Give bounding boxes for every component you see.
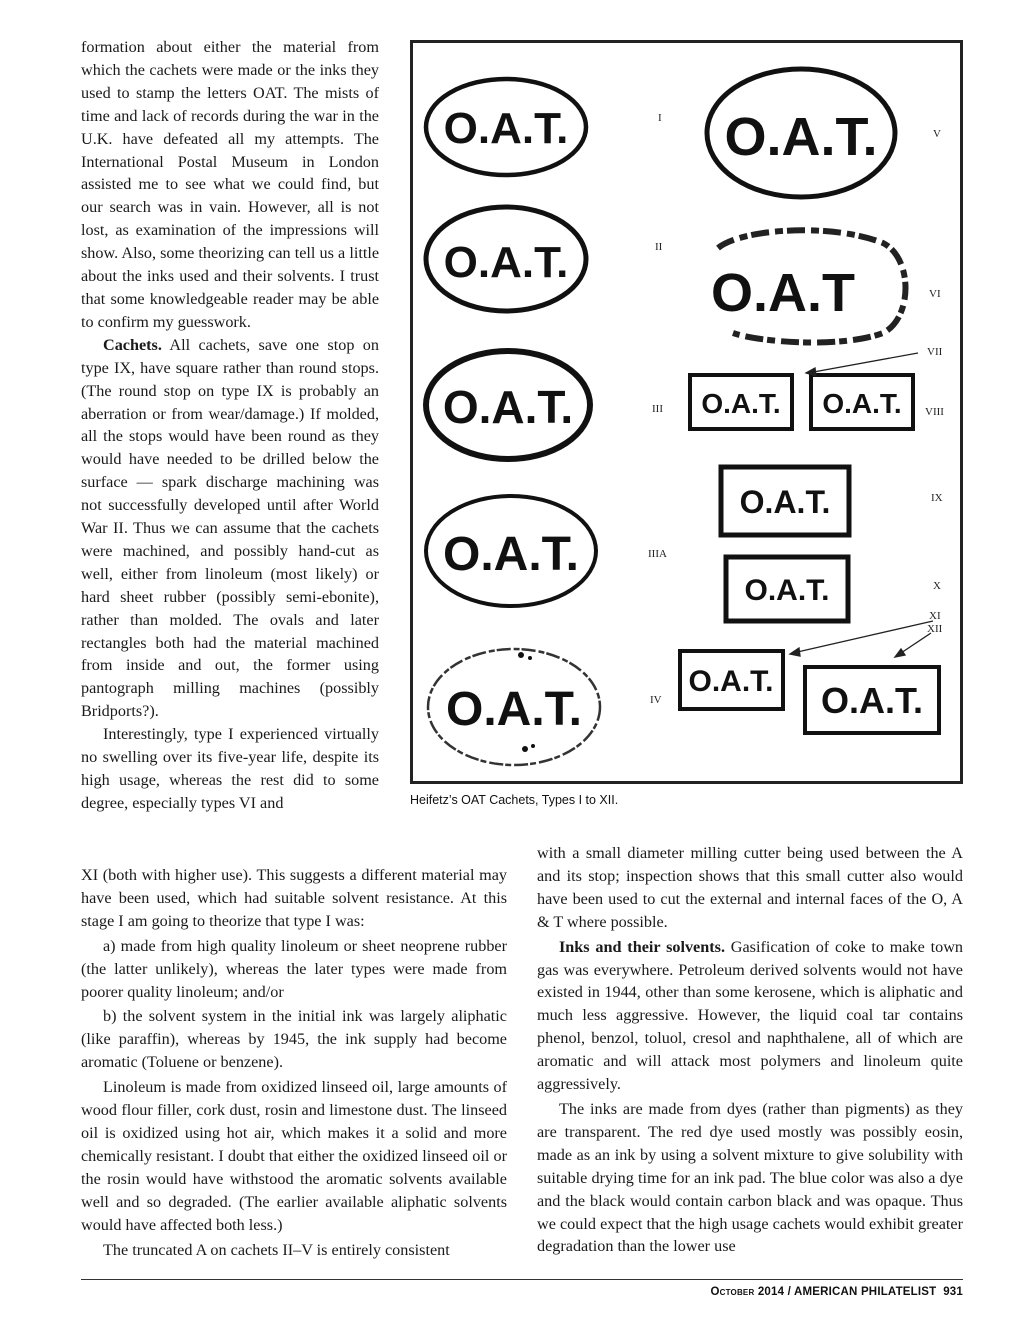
paragraph-inks <box>537 936 963 1096</box>
type-label-xii: XII <box>927 623 943 635</box>
paragraph: The inks are made from dyes (rather than pigments) as they are transparent. The red dye used mostly was possibly eosin, made as an ink by using a solvent mixture to give solubility with suitable drying time for an ink pad. The blue color was also a dye and the black would contain carbon black and was opaque. Thus we could expect that the high usage cachets would exhibit greater degradation than the lower use <box>537 1099 963 1256</box>
paragraph: The truncated A on cachets II–V is entirely consistent <box>103 1240 450 1259</box>
cachet-type-xii <box>805 667 939 733</box>
cachet-type-ii <box>426 207 586 311</box>
paragraph: Interestingly, type I experienced virtually no swelling over its five-year life, despite its high usage, whereas the rest did to some degree, especially types VI and <box>81 725 379 812</box>
footer-publication: 2014 / AMERICAN PHILATELIST <box>754 1286 937 1298</box>
cachet-illustration <box>413 43 960 781</box>
cachet-type-xi <box>680 651 783 709</box>
cachet-type-x <box>726 557 848 621</box>
paragraph: with a small diameter milling cutter being used between the A and its stop; inspection shows that this small cutter also would have been used to cut the external and internal faces of the O, A & T where possible. <box>537 844 963 931</box>
footer-rule <box>81 1279 963 1280</box>
right-column <box>537 842 963 1258</box>
type-label-iii: III <box>652 403 663 415</box>
paragraph: formation about either the material from which the cachets were made or the inks they used to stamp the letters OAT. The mists of time and lack of records during the war in the U.K. have defeated all my attempts. The International Postal Museum in London assisted me to see what we could find, but our search was in vain. However, all is not lost, as examination of the impressions will show. Also, some theorizing can tell us a little about the inks used and their solvents. I trust that some knowledgeable reader may be able to confirm my guesswork. <box>81 38 379 331</box>
figure-caption: Heifetz’s OAT Cachets, Types I to XII. <box>410 793 619 807</box>
stamp-label: O.A.T. <box>443 238 569 287</box>
cachet-type-ix <box>721 467 849 535</box>
stamp-label: O.A.T. <box>445 683 583 736</box>
stamp-label: O.A.T. <box>442 381 574 433</box>
stamp-label: O.A.T. <box>688 665 774 698</box>
type-label-x: X <box>933 580 941 592</box>
cachet-type-iiia <box>426 496 596 606</box>
stamp-label: O.A.T. <box>443 104 569 153</box>
type-label-vi: VI <box>929 288 941 300</box>
type-label-viii: VIII <box>925 406 944 418</box>
paragraph: a) made from high quality linoleum or sheet neoprene rubber (the latter unlikely), whereas the later types were made from poorer quality linoleum; and/or <box>81 936 507 1001</box>
paragraph: XI (both with higher use). This suggests a different material may have been used, which had suitable solvent resistance. At this stage I am going to theorize that type I was: <box>81 866 507 930</box>
paragraph: b) the solvent system in the initial ink was largely aliphatic (like paraffin), whereas by 1945, the ink supply had become aromatic (Toluene or benzene). <box>81 1007 507 1072</box>
stamp-label: O.A.T. <box>701 388 781 419</box>
paragraph: Linoleum is made from oxidized linseed oil, large amounts of wood flour filler, cork dust, rosin and limestone dust. The linseed oil is oxidized using hot air, which makes it a solid and more chemically resistant. I doubt that either the oxidized linseed oil or the rosin would have withstood the aromatic solvents available well and so degraded. (The earlier available aliphatic solvents would have affected both less.) <box>81 1078 507 1234</box>
cachet-type-v <box>707 69 895 197</box>
left-column-bottom <box>81 864 507 1261</box>
type-label-vii: VII <box>927 346 943 358</box>
section-heading: Inks and their solvents. <box>559 937 725 956</box>
paragraph-cachets <box>81 334 379 723</box>
cachet-type-vi <box>711 230 906 342</box>
cachet-type-i <box>426 79 586 175</box>
type-label-ii: II <box>655 241 663 253</box>
type-label-i: I <box>658 112 662 124</box>
type-label-ix: IX <box>931 492 943 504</box>
cachet-figure <box>410 40 963 784</box>
cachet-type-viii-a <box>690 375 792 429</box>
stamp-label: O.A.T. <box>442 528 580 581</box>
type-label-xi: XI <box>929 610 941 622</box>
type-label-iiia: IIIA <box>648 548 667 560</box>
cachet-type-viii-b <box>811 375 913 429</box>
type-label-v: V <box>933 128 941 140</box>
page-footer <box>710 1286 963 1298</box>
paragraph-text: All cachets, save one stop on type IX, have square rather than round stops. (The round stop on type IX is probably an aberration or from wear/damage.) If molded, all the stops would have been round as they would have needed to be drilled below the surface — spark discharge machining was not successfully developed until after World War II. Thus we can assume that the cachets were machined, and possibly hand-cut as well, either from linoleum (most likely) or hard sheet rubber (possibly semi-ebonite), rather than molded. The ovals and later rectangles both had the material machined from inside and out, the former using pantograph milling machines (possibly Bridports?). <box>81 335 379 721</box>
left-column-top <box>81 36 379 815</box>
cachet-type-iv <box>428 649 600 765</box>
stamp-label: O.A.T. <box>820 680 924 721</box>
section-heading: Cachets. <box>103 335 162 354</box>
stamp-label: O.A.T. <box>744 574 830 607</box>
page-number: 931 <box>943 1286 963 1298</box>
stamp-label: O.A.T. <box>724 107 878 167</box>
paragraph-text: Gasification of coke to make town gas was everywhere. Petroleum derived solvents would not have existed in 1944, other than some kerosene, which is aliphatic and much less aggressive. However, the liquid coal tar contains phenol, benzol, toluol, cresol and naphthalene, all of which are aromatic and will attack most polymers and linoleum quite aggressively. <box>537 937 963 1094</box>
stamp-label: O.A.T <box>711 263 855 323</box>
type-label-iv: IV <box>650 694 662 706</box>
cachet-type-iii <box>426 351 590 459</box>
footer-month: October <box>710 1286 755 1298</box>
stamp-label: O.A.T. <box>822 388 902 419</box>
stamp-label: O.A.T. <box>739 484 831 520</box>
